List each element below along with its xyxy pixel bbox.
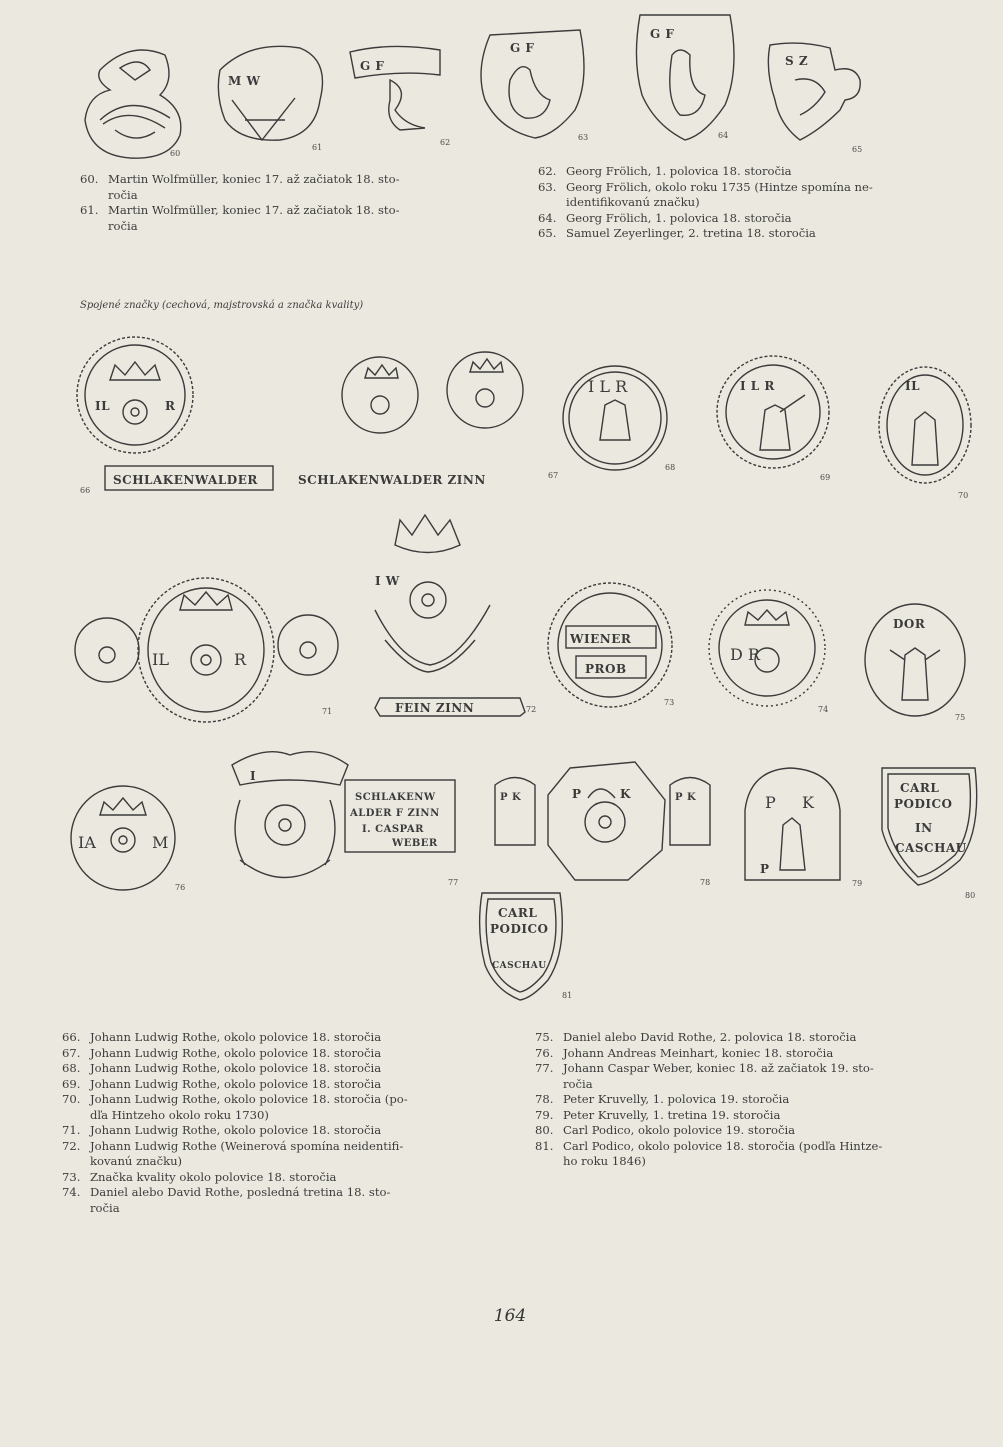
caption-text: Daniel alebo David Rothe, 2. polovica 18. storočia [563, 1030, 857, 1044]
stamp-text-schlakenwalder-zinn-67: SCHLAKENWALDER ZINN [298, 473, 486, 487]
mark-number-68: 68 [665, 463, 676, 472]
caption-text: Martin Wolfmüller, koniec 17. až začiatok 18. sto- [108, 203, 400, 217]
caption-continuation: ročia [563, 1076, 593, 1091]
caption-number: 78. [535, 1092, 554, 1106]
mark-number-72: 72 [526, 705, 537, 714]
mark-65 [768, 43, 862, 154]
mark-70 [879, 367, 971, 500]
stamp-text-il-66: IL [95, 399, 111, 413]
stamp-text-k-79: K [802, 793, 814, 812]
stamp-text-caschau-80: CASCHAU [895, 841, 967, 855]
caption-79 [535, 1108, 975, 1124]
mark-number-63: 63 [578, 133, 589, 142]
caption-text: Johann Ludwig Rothe, okolo polovice 18. storočia [90, 1061, 382, 1075]
captions-top-right [538, 164, 968, 242]
stamp-text-il-71: IL [152, 650, 169, 669]
mark-60 [85, 50, 181, 158]
stamp-text-gf-62: G F [360, 59, 385, 73]
caption-81 [535, 1139, 975, 1170]
stamp-text-il-70: IL [905, 379, 921, 393]
caption-text: Johann Ludwig Rothe, okolo polovice 18. storočia [90, 1123, 382, 1137]
caption-continuation: ročia [108, 218, 138, 233]
mark-64 [636, 15, 734, 140]
caption-60 [80, 172, 510, 203]
caption-number: 77. [535, 1061, 554, 1075]
mark-number-75: 75 [955, 713, 966, 722]
mark-number-62: 62 [440, 138, 451, 147]
caption-text: Johann Ludwig Rothe, okolo polovice 18. storočia [90, 1045, 382, 1060]
mark-62 [350, 46, 450, 147]
stamp-text-podico-80: PODICO [894, 797, 953, 811]
caption-62 [538, 164, 968, 180]
mark-number-66: 66 [80, 486, 91, 495]
caption-number: 71. [62, 1123, 81, 1137]
caption-69 [62, 1077, 502, 1093]
captions-bottom-left [62, 1030, 502, 1216]
stamp-text-weber-3: I. CASPAR [362, 824, 424, 835]
caption-continuation: identifikovanú značku) [566, 195, 700, 209]
stamp-text-carl-80: CARL [900, 781, 940, 795]
mark-number-78: 78 [700, 878, 711, 887]
caption-75 [535, 1030, 975, 1046]
mark-76 [71, 786, 185, 892]
mark-number-81: 81 [562, 991, 573, 1000]
caption-text: Johann Ludwig Rothe, okolo polovice 18. storočia [90, 1030, 382, 1044]
mark-72 [375, 515, 536, 716]
caption-number: 67. [62, 1045, 81, 1060]
mark-number-79: 79 [852, 879, 863, 888]
mark-number-69: 69 [820, 473, 831, 482]
caption-number: 74. [62, 1185, 81, 1199]
caption-number: 60. [80, 172, 99, 186]
caption-text: Georg Frölich, 1. polovica 18. storočia [566, 210, 792, 225]
stamp-text-i-77: I [250, 769, 257, 783]
caption-76 [535, 1046, 975, 1062]
caption-66 [62, 1030, 502, 1046]
stamp-text-weber-4: WEBER [392, 838, 438, 849]
section-title: Spojené značky (cechová, majstrovská a značka kvality) [80, 300, 364, 311]
caption-text: Carl Podico, okolo polovice 18. storočia (podľa Hintze- [563, 1138, 883, 1153]
stamp-text-iw-72: I W [375, 574, 400, 588]
stamp-text-weber-1: SCHLAKENW [355, 792, 436, 803]
stamp-text-feinzinn-72: FEIN ZINN [395, 701, 475, 715]
stamp-text-k-78: K [620, 787, 631, 801]
caption-text: Johann Ludwig Rothe, okolo polovice 18. storočia (po- [90, 1092, 408, 1106]
stamp-text-in-80: IN [915, 821, 933, 835]
caption-64 [538, 211, 968, 227]
caption-text: Peter Kruvelly, 1. polovica 19. storočia [563, 1092, 790, 1106]
caption-text: Martin Wolfmüller, koniec 17. až začiatok 18. sto- [108, 172, 400, 186]
stamp-text-pk-78b: P K [675, 792, 697, 803]
caption-text: Značka kvality okolo polovice 18. storočia [90, 1169, 337, 1184]
mark-number-73: 73 [664, 698, 675, 707]
caption-text: Georg Frölich, okolo roku 1735 (Hintze spomína ne- [566, 179, 873, 194]
captions-bottom-right [535, 1030, 975, 1170]
caption-number: 66. [62, 1030, 81, 1044]
mark-number-70: 70 [958, 491, 969, 500]
caption-continuation: ročia [90, 1200, 120, 1215]
caption-80 [535, 1123, 975, 1139]
stamp-text-ia-76: IA [78, 833, 96, 852]
caption-number: 69. [62, 1076, 81, 1091]
caption-continuation: dľa Hintzeho okolo roku 1730) [90, 1107, 269, 1122]
caption-text: Johann Ludwig Rothe, okolo polovice 18. storočia [90, 1076, 382, 1091]
caption-number: 75. [535, 1030, 554, 1044]
caption-text: Johann Andreas Meinhart, koniec 18. storočia [563, 1045, 834, 1060]
stamp-text-weber-2: ALDER F ZINN [350, 808, 440, 819]
mark-77 [232, 752, 458, 887]
mark-80 [882, 768, 977, 900]
caption-number: 73. [62, 1169, 81, 1184]
caption-number: 80. [535, 1123, 554, 1137]
caption-number: 68. [62, 1061, 81, 1075]
captions-top-left [80, 172, 510, 234]
mark-79 [745, 768, 862, 888]
mark-74 [709, 590, 828, 714]
caption-67 [62, 1046, 502, 1062]
stamp-text-ilr-69: I L R [740, 379, 775, 393]
mark-81 [480, 893, 573, 1000]
caption-continuation: ročia [108, 187, 138, 202]
mark-number-71: 71 [322, 707, 333, 716]
stamp-text-podico-81: PODICO [490, 922, 549, 936]
mark-61 [218, 46, 322, 152]
stamp-text-wiener: WIENER [570, 632, 632, 646]
mark-66 [77, 337, 273, 495]
caption-number: 79. [535, 1107, 554, 1122]
caption-65 [538, 226, 968, 242]
stamp-text-ilr-68: I L R [588, 377, 628, 396]
caption-68 [62, 1061, 502, 1077]
caption-70 [62, 1092, 502, 1123]
caption-77 [535, 1061, 975, 1092]
stamp-text-p-79b: P [760, 862, 770, 876]
mark-number-67: 67 [548, 471, 559, 480]
caption-number: 76. [535, 1045, 554, 1060]
caption-number: 61. [80, 203, 99, 217]
mark-78 [495, 762, 710, 887]
caption-number: 72. [62, 1138, 81, 1153]
caption-71 [62, 1123, 502, 1139]
mark-number-77: 77 [448, 878, 459, 887]
caption-number: 63. [538, 179, 557, 194]
mark-63 [481, 30, 588, 142]
stamp-text-schlakenwalder-66: SCHLAKENWALDER [113, 473, 258, 487]
caption-continuation: ho roku 1846) [563, 1154, 646, 1168]
mark-69 [717, 356, 830, 482]
stamp-text-caschau-81: CASCHAU [492, 961, 547, 971]
stamp-text-prob: PROB [585, 662, 627, 676]
page-number: 164 [493, 1306, 527, 1326]
stamp-text-gf-64: G F [650, 27, 675, 41]
caption-72 [62, 1139, 502, 1170]
stamp-text-r-71: R [234, 650, 247, 669]
mark-number-64: 64 [718, 131, 729, 140]
mark-67 [298, 352, 558, 487]
stamp-text-dr: D R [730, 645, 760, 664]
caption-73 [62, 1170, 502, 1186]
caption-number: 70. [62, 1092, 81, 1106]
mark-number-61: 61 [312, 143, 323, 152]
caption-text: Daniel alebo David Rothe, posledná tretina 18. sto- [90, 1185, 391, 1199]
caption-text: Samuel Zeyerlinger, 2. tretina 18. storočia [566, 226, 816, 240]
stamp-text-gf-63: G F [510, 41, 535, 55]
stamp-text-m-76: M [152, 833, 169, 852]
caption-number: 65. [538, 226, 557, 240]
caption-number: 81. [535, 1138, 554, 1153]
stamp-text-r-66: R [165, 399, 176, 413]
mark-75 [865, 604, 965, 722]
mark-71 [75, 578, 338, 722]
caption-continuation: kovanú značku) [90, 1154, 183, 1168]
mark-number-74: 74 [818, 705, 829, 714]
mark-number-60: 60 [170, 149, 181, 158]
mark-68 [563, 366, 675, 472]
stamp-text-p-79: P [765, 793, 776, 812]
caption-text: Georg Frölich, 1. polovica 18. storočia [566, 164, 792, 178]
caption-63 [538, 180, 968, 211]
caption-text: Johann Ludwig Rothe (Weinerová spomína neidentifi- [90, 1138, 404, 1153]
stamp-text-sz: S Z [785, 54, 809, 68]
caption-74 [62, 1185, 502, 1216]
caption-61 [80, 203, 510, 234]
caption-78 [535, 1092, 975, 1108]
stamp-text-pk-78a: P K [500, 792, 522, 803]
caption-number: 64. [538, 210, 557, 225]
caption-text: Peter Kruvelly, 1. tretina 19. storočia [563, 1107, 781, 1122]
caption-number: 62. [538, 164, 557, 178]
caption-text: Carl Podico, okolo polovice 19. storočia [563, 1123, 796, 1137]
stamp-text-p-78: P [572, 787, 582, 801]
stamp-text-mw: M W [228, 74, 261, 88]
mark-number-65: 65 [852, 145, 863, 154]
stamp-text-carl-81: CARL [498, 906, 538, 920]
mark-73 [548, 583, 674, 707]
caption-text: Johann Caspar Weber, koniec 18. až začiatok 19. sto- [563, 1061, 874, 1075]
mark-number-76: 76 [175, 883, 186, 892]
stamp-text-dor: DOR [893, 617, 926, 631]
mark-number-80: 80 [965, 891, 976, 900]
